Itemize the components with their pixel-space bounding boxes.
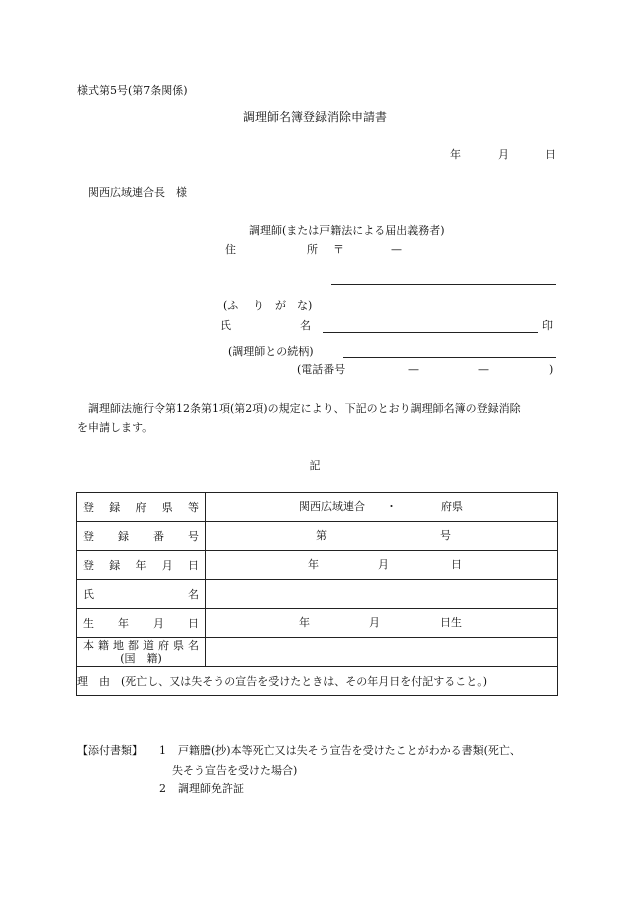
phone-close: ) <box>549 363 554 376</box>
reason-text: 理 由 (死亡し、又は失そうの宣告を受けたときは、その年月日を付記すること。) <box>77 675 488 688</box>
value-text: 月 <box>378 558 389 571</box>
phone-dash-1: — <box>408 363 419 376</box>
reason-cell <box>77 667 558 696</box>
label-char: 名 <box>188 639 199 652</box>
label-nationality: (国 籍) <box>120 652 162 665</box>
address-label-1: 住 <box>225 243 236 256</box>
table-row <box>77 551 558 580</box>
value-text: 日 <box>451 558 462 571</box>
body-text-line-2: を申請します。 <box>77 421 154 434</box>
value-text: ・ <box>386 500 397 513</box>
label-char: 道 <box>143 639 154 652</box>
phone-dash-2: — <box>478 363 489 376</box>
label-char: 月 <box>161 559 173 572</box>
table-row <box>77 667 558 696</box>
label-honseki <box>77 638 206 667</box>
table-row <box>77 493 558 522</box>
attachments-label: 【添付書類】 <box>77 744 143 757</box>
label-char: 日 <box>188 617 199 630</box>
value-registration-date <box>206 551 558 580</box>
name-label-2: 名 <box>300 319 311 332</box>
value-registration-number <box>206 522 558 551</box>
value-text: 関西広域連合 <box>299 500 365 513</box>
value-text: 年 <box>308 558 319 571</box>
label-registration-prefecture <box>77 493 206 522</box>
address-label-2: 所 <box>307 243 318 256</box>
attachment-1-number: 1 <box>159 744 166 757</box>
value-honseki <box>206 638 558 667</box>
value-text: 日生 <box>440 616 462 629</box>
furigana-label-4: な) <box>297 299 313 312</box>
date-day: 日 <box>545 148 556 161</box>
table-row <box>77 609 558 638</box>
label-char: 日 <box>188 559 199 572</box>
value-text: 府県 <box>441 500 463 513</box>
relation-label: (調理師との続柄) <box>228 345 314 358</box>
phone-label: (電話番号 <box>297 363 346 376</box>
form-number: 様式第5号(第7条関係) <box>77 84 188 97</box>
label-char: 登 <box>83 559 94 572</box>
label-char: 府 <box>135 501 147 514</box>
label-name <box>77 580 206 609</box>
label-registration-number <box>77 522 206 551</box>
label-char: 等 <box>188 501 199 514</box>
relation-underline <box>343 357 556 358</box>
label-char: 録 <box>109 559 121 572</box>
address-underline <box>331 284 556 285</box>
addressee: 関西広域連合長 様 <box>88 186 187 199</box>
label-registration-date <box>77 551 206 580</box>
label-char: 名 <box>188 588 199 601</box>
label-char: 年 <box>135 559 147 572</box>
attachment-2-text: 調理師免許証 <box>178 782 244 795</box>
furigana-label-2: り <box>253 299 264 312</box>
label-char: 番 <box>153 530 164 543</box>
label-char: 籍 <box>98 639 109 652</box>
label-char: 登 <box>83 501 94 514</box>
furigana-label-3: が <box>275 299 286 312</box>
value-name <box>206 580 558 609</box>
registration-table <box>76 492 558 696</box>
value-text: 号 <box>440 529 451 542</box>
table-row <box>77 522 558 551</box>
value-registration-prefecture <box>206 493 558 522</box>
label-char: 録 <box>109 501 121 514</box>
label-char: 地 <box>113 639 124 652</box>
attachment-2-number: 2 <box>159 782 166 795</box>
applicant-heading: 調理師(または戸籍法による届出義務者) <box>249 224 445 237</box>
label-char: 府 <box>158 639 169 652</box>
value-text: 年 <box>299 616 310 629</box>
postal-mark: 〒 <box>333 243 344 256</box>
label-char: 本 <box>83 639 94 652</box>
table-row <box>77 580 558 609</box>
seal-mark: 印 <box>542 319 553 332</box>
label-char: 生 <box>83 617 94 630</box>
name-underline <box>323 332 538 333</box>
label-char: 号 <box>188 530 199 543</box>
label-char: 月 <box>153 617 164 630</box>
postal-dash: — <box>391 243 402 256</box>
label-char: 県 <box>173 639 184 652</box>
value-birth-date <box>206 609 558 638</box>
table-row <box>77 638 558 667</box>
form-title: 調理師名簿登録消除申請書 <box>242 110 387 124</box>
attachment-1-text: 戸籍謄(抄)本等死亡又は失そう宣告を受けたことがわかる書類(死亡、 <box>178 744 521 757</box>
value-text: 第 <box>316 529 327 542</box>
date-year: 年 <box>450 148 461 161</box>
date-month: 月 <box>498 148 509 161</box>
label-char: 県 <box>161 501 173 514</box>
body-text-line-1: 調理師法施行令第12条第1項(第2項)の規定により、下記のとおり調理師名簿の登録消除 <box>88 402 521 415</box>
label-char: 氏 <box>83 588 94 601</box>
furigana-label-1: (ふ <box>223 299 239 312</box>
ki-heading: 記 <box>309 459 321 472</box>
label-char: 登 <box>83 530 94 543</box>
value-text: 月 <box>369 616 380 629</box>
label-char: 録 <box>118 530 129 543</box>
label-char: 年 <box>118 617 129 630</box>
label-char: 都 <box>128 639 139 652</box>
attachment-1-text-cont: 失そう宣告を受けた場合) <box>172 764 298 777</box>
label-birth-date <box>77 609 206 638</box>
name-label-1: 氏 <box>220 319 231 332</box>
